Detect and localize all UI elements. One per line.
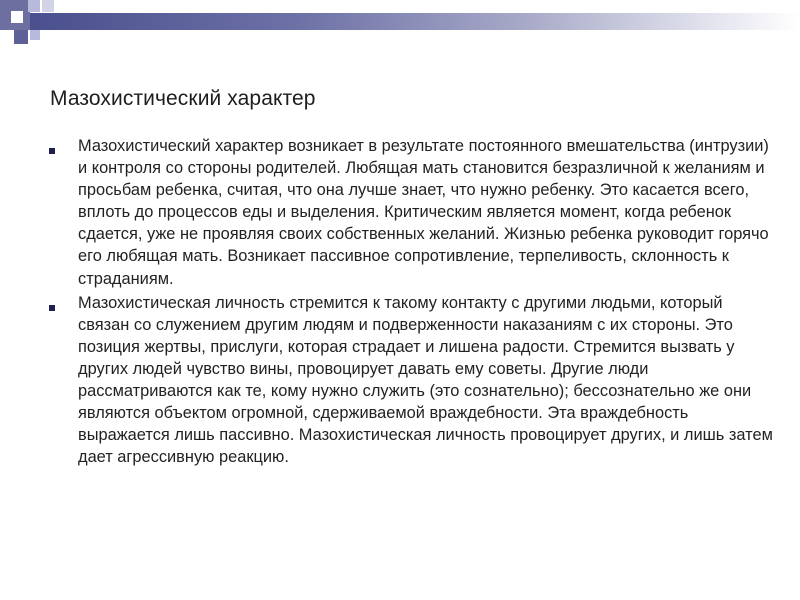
decor-square-white	[11, 11, 23, 23]
decor-square-small	[28, 0, 40, 12]
bullet-list	[48, 135, 778, 470]
decor-square-small	[14, 30, 28, 44]
bullet-item	[48, 292, 778, 469]
square-bullet-icon	[49, 148, 55, 154]
top-decorative-banner	[0, 0, 800, 60]
decor-square-small	[42, 0, 54, 12]
decor-square-small	[30, 30, 40, 40]
slide-title: Мазохистический характер	[50, 87, 316, 110]
bullet-text: Мазохистическая личность стремится к такому контакту с другими людьми, который связан со служением другим людям и подверженности наказаниям с их стороны. Это позиция жертвы, прислуги, которая страдает и лишена радости. Стремится вызвать у других людей чувство вины, провоцирует давать ему советы. Другие люди рассматриваются как те, кому нужно служить (это сознательно); бессознательно же они являются объектом огромной, сдерживаемой враждебности. Эта враждебность выражается лишь пассивно. Мазохистическая личность провоцирует других, и лишь затем дает агрессивную реакцию.	[78, 293, 773, 467]
square-bullet-icon	[49, 305, 55, 311]
bullet-item	[48, 135, 778, 290]
gradient-bar	[30, 13, 800, 30]
bullet-text: Мазохистический характер возникает в результате постоянного вмешательства (интрузии) и контроля со стороны родителей. Любящая мать становится безразличной к желаниям и просьбам ребенка, считая, что она лучше знает, что нужно ребенку. Это касается всего, вплоть до процессов еды и выделения. Критическим является момент, когда ребенок сдается, уже не проявляя своих собственных желаний. Жизнью ребенка руководит горячо его любящая мать. Возникает пассивное сопротивление, терпеливость, склонность к страданиям.	[78, 137, 769, 288]
